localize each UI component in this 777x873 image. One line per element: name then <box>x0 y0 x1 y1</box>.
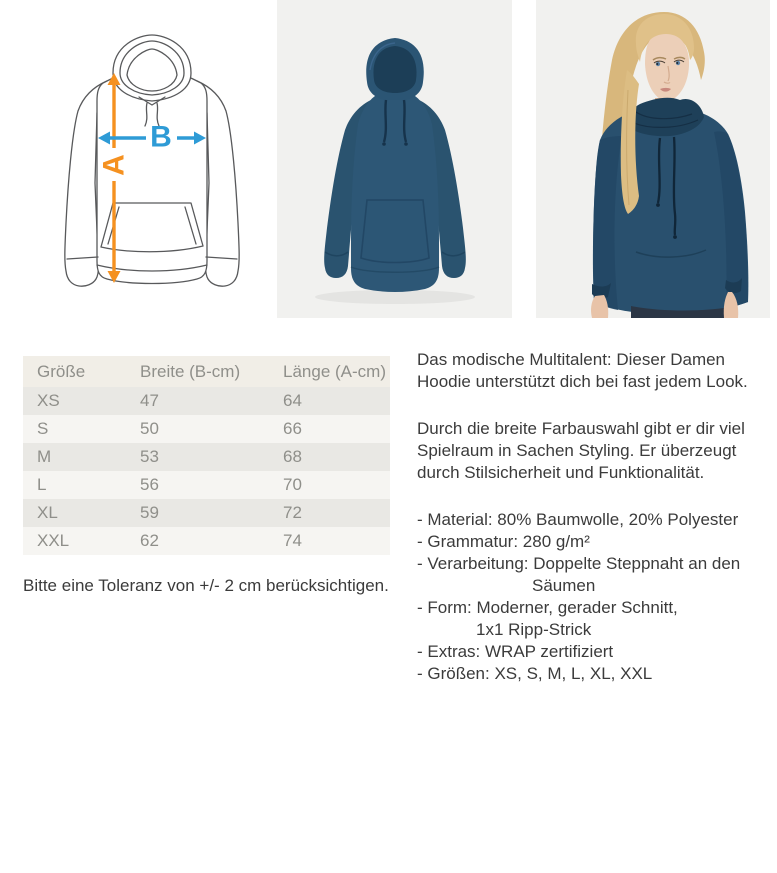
size-cell: S <box>23 415 126 443</box>
breite-cell: 56 <box>126 471 269 499</box>
model-wearing-hoodie-graphic <box>536 0 770 318</box>
flatlay-pocket <box>361 200 429 263</box>
size-row-xxl <box>23 527 390 555</box>
product-photo-flatlay <box>277 0 512 318</box>
size-measurement-diagram <box>55 33 265 313</box>
size-row-xl <box>23 499 390 527</box>
label-B: B <box>150 120 172 154</box>
breite-cell: 59 <box>126 499 269 527</box>
model-aglet-left <box>656 203 660 207</box>
size-cell: M <box>23 443 126 471</box>
col-header-laenge: Länge (A-cm) <box>269 356 390 387</box>
description-paragraph-2: Durch die breite Farbauswahl gibt er dir viel Spielraum in Sachen Styling. Er überzeugt durch Stilsicherheit und Funktionalität. <box>417 419 745 482</box>
flatlay-hoodie-graphic <box>277 0 512 318</box>
product-description <box>417 349 765 685</box>
laenge-cell: 72 <box>269 499 390 527</box>
spec-extras: - Extras: WRAP zertifiziert <box>417 642 614 661</box>
right-pupil <box>676 62 678 64</box>
tolerance-note: Bitte eine Toleranz von +/- 2 cm berücksichtigen. <box>23 576 389 595</box>
spec-form: - Form: Moderner, gerader Schnitt, <box>417 598 678 617</box>
laenge-cell: 74 <box>269 527 390 555</box>
shadow <box>315 290 475 304</box>
laenge-cell: 64 <box>269 387 390 415</box>
breite-cell: 62 <box>126 527 269 555</box>
col-header-groesse: Größe <box>23 356 126 387</box>
aglet-right <box>404 142 408 146</box>
size-cell: XS <box>23 387 126 415</box>
model-drawstring-left <box>658 138 660 203</box>
size-cell: L <box>23 471 126 499</box>
laenge-cell: 66 <box>269 415 390 443</box>
size-table <box>23 356 390 555</box>
size-cell: XL <box>23 499 126 527</box>
spec-verarbeitung-cont: Säumen <box>532 576 596 595</box>
spec-form-cont: 1x1 Ripp-Strick <box>476 620 592 639</box>
size-row-m <box>23 443 390 471</box>
left-pupil <box>656 63 658 65</box>
flatlay-hood-inner <box>373 46 416 93</box>
size-table-header-row <box>23 356 390 387</box>
breite-cell: 53 <box>126 443 269 471</box>
laenge-cell: 68 <box>269 443 390 471</box>
spec-verarbeitung: - Verarbeitung: Doppelte Steppnaht an den <box>417 554 741 573</box>
model-aglet-right <box>673 235 677 239</box>
breite-cell: 47 <box>126 387 269 415</box>
product-specs-list <box>417 509 765 685</box>
size-row-s <box>23 415 390 443</box>
hoodie-line-drawing <box>55 33 265 313</box>
pocket-outline <box>101 203 203 252</box>
size-row-xs <box>23 387 390 415</box>
size-row-l <box>23 471 390 499</box>
product-photo-model <box>536 0 770 318</box>
model-left-hand <box>591 295 608 318</box>
size-cell: XXL <box>23 527 126 555</box>
breite-cell: 50 <box>126 415 269 443</box>
description-paragraph-1: Das modische Multitalent: Dieser Damen Hoodie unterstützt dich bei fast jedem Look. <box>417 350 748 391</box>
laenge-cell: 70 <box>269 471 390 499</box>
spec-grammatur: - Grammatur: 280 g/m² <box>417 532 590 551</box>
label-A: A <box>97 154 131 176</box>
aglet-left <box>382 142 386 146</box>
col-header-breite: Breite (B-cm) <box>126 356 269 387</box>
spec-groessen: - Größen: XS, S, M, L, XL, XXL <box>417 664 653 683</box>
spec-material: - Material: 80% Baumwolle, 20% Polyester <box>417 510 739 529</box>
